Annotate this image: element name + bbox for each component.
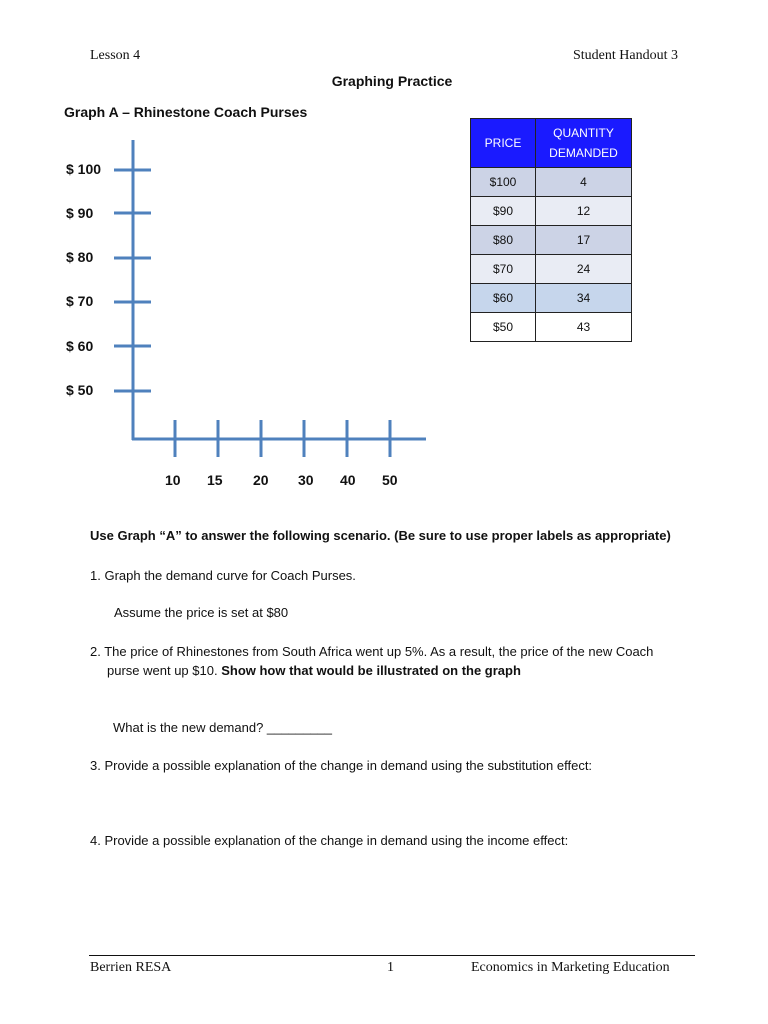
y-label-100: $ 100	[66, 161, 102, 177]
question-3: 3. Provide a possible explanation of the change in demand using the substitution effect:	[90, 758, 593, 773]
table-row: $100 4	[471, 168, 632, 197]
question-1: 1. Graph the demand curve for Coach Purses.	[90, 568, 356, 583]
graph-title: Graph A – Rhinestone Coach Purses	[64, 104, 308, 120]
x-label-40: 40	[340, 472, 356, 488]
price-header: PRICE	[471, 119, 536, 168]
page-title: Graphing Practice	[331, 73, 453, 89]
table-row: $80 17	[471, 226, 632, 255]
lesson-label: Lesson 4	[90, 48, 141, 63]
question-2-line-2: purse went up $10. Show how that would be illustrated on the graph	[107, 663, 521, 678]
quantity-header: QUANTITY DEMANDED	[536, 119, 632, 168]
x-label-20: 20	[253, 472, 269, 488]
y-label-70: $ 70	[66, 293, 94, 309]
table-row: $50 43	[471, 313, 632, 342]
handout-label: Student Handout 3	[573, 48, 678, 63]
question-2-note: What is the new demand? _________	[113, 720, 332, 735]
question-2-line-1: 2. The price of Rhinestones from South Africa went up 5%. As a result, the price of the new Coach	[90, 644, 654, 659]
y-label-80: $ 80	[66, 249, 94, 265]
question-4: 4. Provide a possible explanation of the change in demand using the income effect:	[90, 833, 569, 848]
footer-rule	[89, 955, 695, 956]
x-label-15: 15	[207, 472, 223, 488]
price-quantity-table	[470, 118, 632, 342]
table-row: $70 24	[471, 255, 632, 284]
footer-right: Economics in Marketing Education	[471, 960, 670, 975]
footer-left: Berrien RESA	[90, 960, 172, 975]
page-number: 1	[387, 960, 394, 975]
x-label-50: 50	[382, 472, 398, 488]
question-1-note: Assume the price is set at $80	[114, 605, 289, 620]
table-row: $90 12	[471, 197, 632, 226]
table-row: $60 34	[471, 284, 632, 313]
y-label-50: $ 50	[66, 382, 94, 398]
y-label-90: $ 90	[66, 205, 94, 221]
instructions: Use Graph “A” to answer the following scenario. (Be sure to use proper labels as appropriate)	[90, 528, 671, 543]
y-label-60: $ 60	[66, 338, 94, 354]
x-label-30: 30	[298, 472, 314, 488]
x-label-10: 10	[165, 472, 181, 488]
